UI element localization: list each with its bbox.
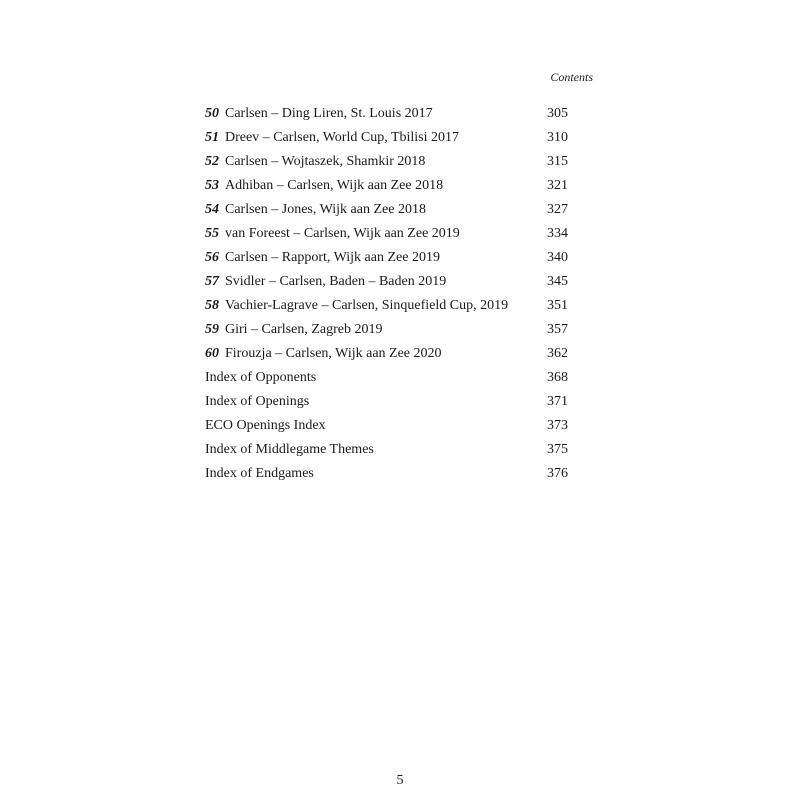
toc-entry-59	[205, 320, 570, 344]
page-ref: 310	[547, 130, 568, 145]
game-title: Firouzja – Carlsen, Wijk aan Zee 2020	[225, 346, 442, 361]
toc-index-middlegame	[205, 440, 570, 464]
toc-index-openings	[205, 392, 570, 416]
game-number: 60	[205, 346, 219, 361]
index-title: Index of Opponents	[205, 370, 317, 385]
game-number: 52	[205, 154, 219, 169]
table-of-contents	[205, 104, 570, 488]
page-ref: 340	[547, 250, 568, 265]
index-title: ECO Openings Index	[205, 418, 326, 433]
index-title: Index of Endgames	[205, 466, 314, 481]
toc-entry-56	[205, 248, 570, 272]
index-title: Index of Middlegame Themes	[205, 442, 374, 457]
toc-entry-60	[205, 344, 570, 368]
toc-entry-55	[205, 224, 570, 248]
running-header: Contents	[550, 70, 593, 84]
game-number: 56	[205, 250, 219, 265]
game-number: 55	[205, 226, 219, 241]
toc-entry-53	[205, 176, 570, 200]
game-number: 51	[205, 130, 219, 145]
game-title: Giri – Carlsen, Zagreb 2019	[225, 322, 383, 337]
game-number: 58	[205, 298, 219, 313]
page-ref: 351	[547, 298, 568, 313]
game-number: 59	[205, 322, 219, 337]
toc-entry-51	[205, 128, 570, 152]
game-title: Dreev – Carlsen, World Cup, Tbilisi 2017	[225, 130, 460, 145]
game-title: Carlsen – Wojtaszek, Shamkir 2018	[225, 154, 426, 169]
page-ref: 305	[547, 106, 568, 121]
game-number: 53	[205, 178, 219, 193]
page-ref: 373	[547, 418, 568, 433]
page-ref: 375	[547, 442, 568, 457]
page-ref: 376	[547, 466, 568, 481]
index-title: Index of Openings	[205, 394, 310, 409]
toc-entry-57	[205, 272, 570, 296]
page-ref: 345	[547, 274, 568, 289]
toc-entry-50	[205, 104, 570, 128]
page-ref: 362	[547, 346, 568, 361]
game-number: 57	[205, 274, 219, 289]
game-title: Carlsen – Ding Liren, St. Louis 2017	[225, 106, 433, 121]
page-ref: 327	[547, 202, 568, 217]
toc-index-eco	[205, 416, 570, 440]
game-title: Vachier-Lagrave – Carlsen, Sinquefield Cup, 2019	[225, 298, 509, 313]
page-ref: 334	[547, 226, 568, 241]
game-number: 50	[205, 106, 219, 121]
toc-index-endgames	[205, 464, 570, 488]
page-ref: 368	[547, 370, 568, 385]
page-ref: 357	[547, 322, 568, 337]
page-ref: 315	[547, 154, 568, 169]
toc-entry-52	[205, 152, 570, 176]
game-title: Carlsen – Jones, Wijk aan Zee 2018	[225, 202, 426, 217]
toc-entry-54	[205, 200, 570, 224]
toc-index-opponents	[205, 368, 570, 392]
game-title: Carlsen – Rapport, Wijk aan Zee 2019	[225, 250, 440, 265]
toc-entry-58	[205, 296, 570, 320]
page-ref: 321	[547, 178, 568, 193]
game-title: Adhiban – Carlsen, Wijk aan Zee 2018	[225, 178, 444, 193]
page-number: 5	[396, 773, 404, 788]
game-title: van Foreest – Carlsen, Wijk aan Zee 2019	[225, 226, 460, 241]
game-title: Svidler – Carlsen, Baden – Baden 2019	[225, 274, 447, 289]
page-ref: 371	[547, 394, 568, 409]
game-number: 54	[205, 202, 219, 217]
